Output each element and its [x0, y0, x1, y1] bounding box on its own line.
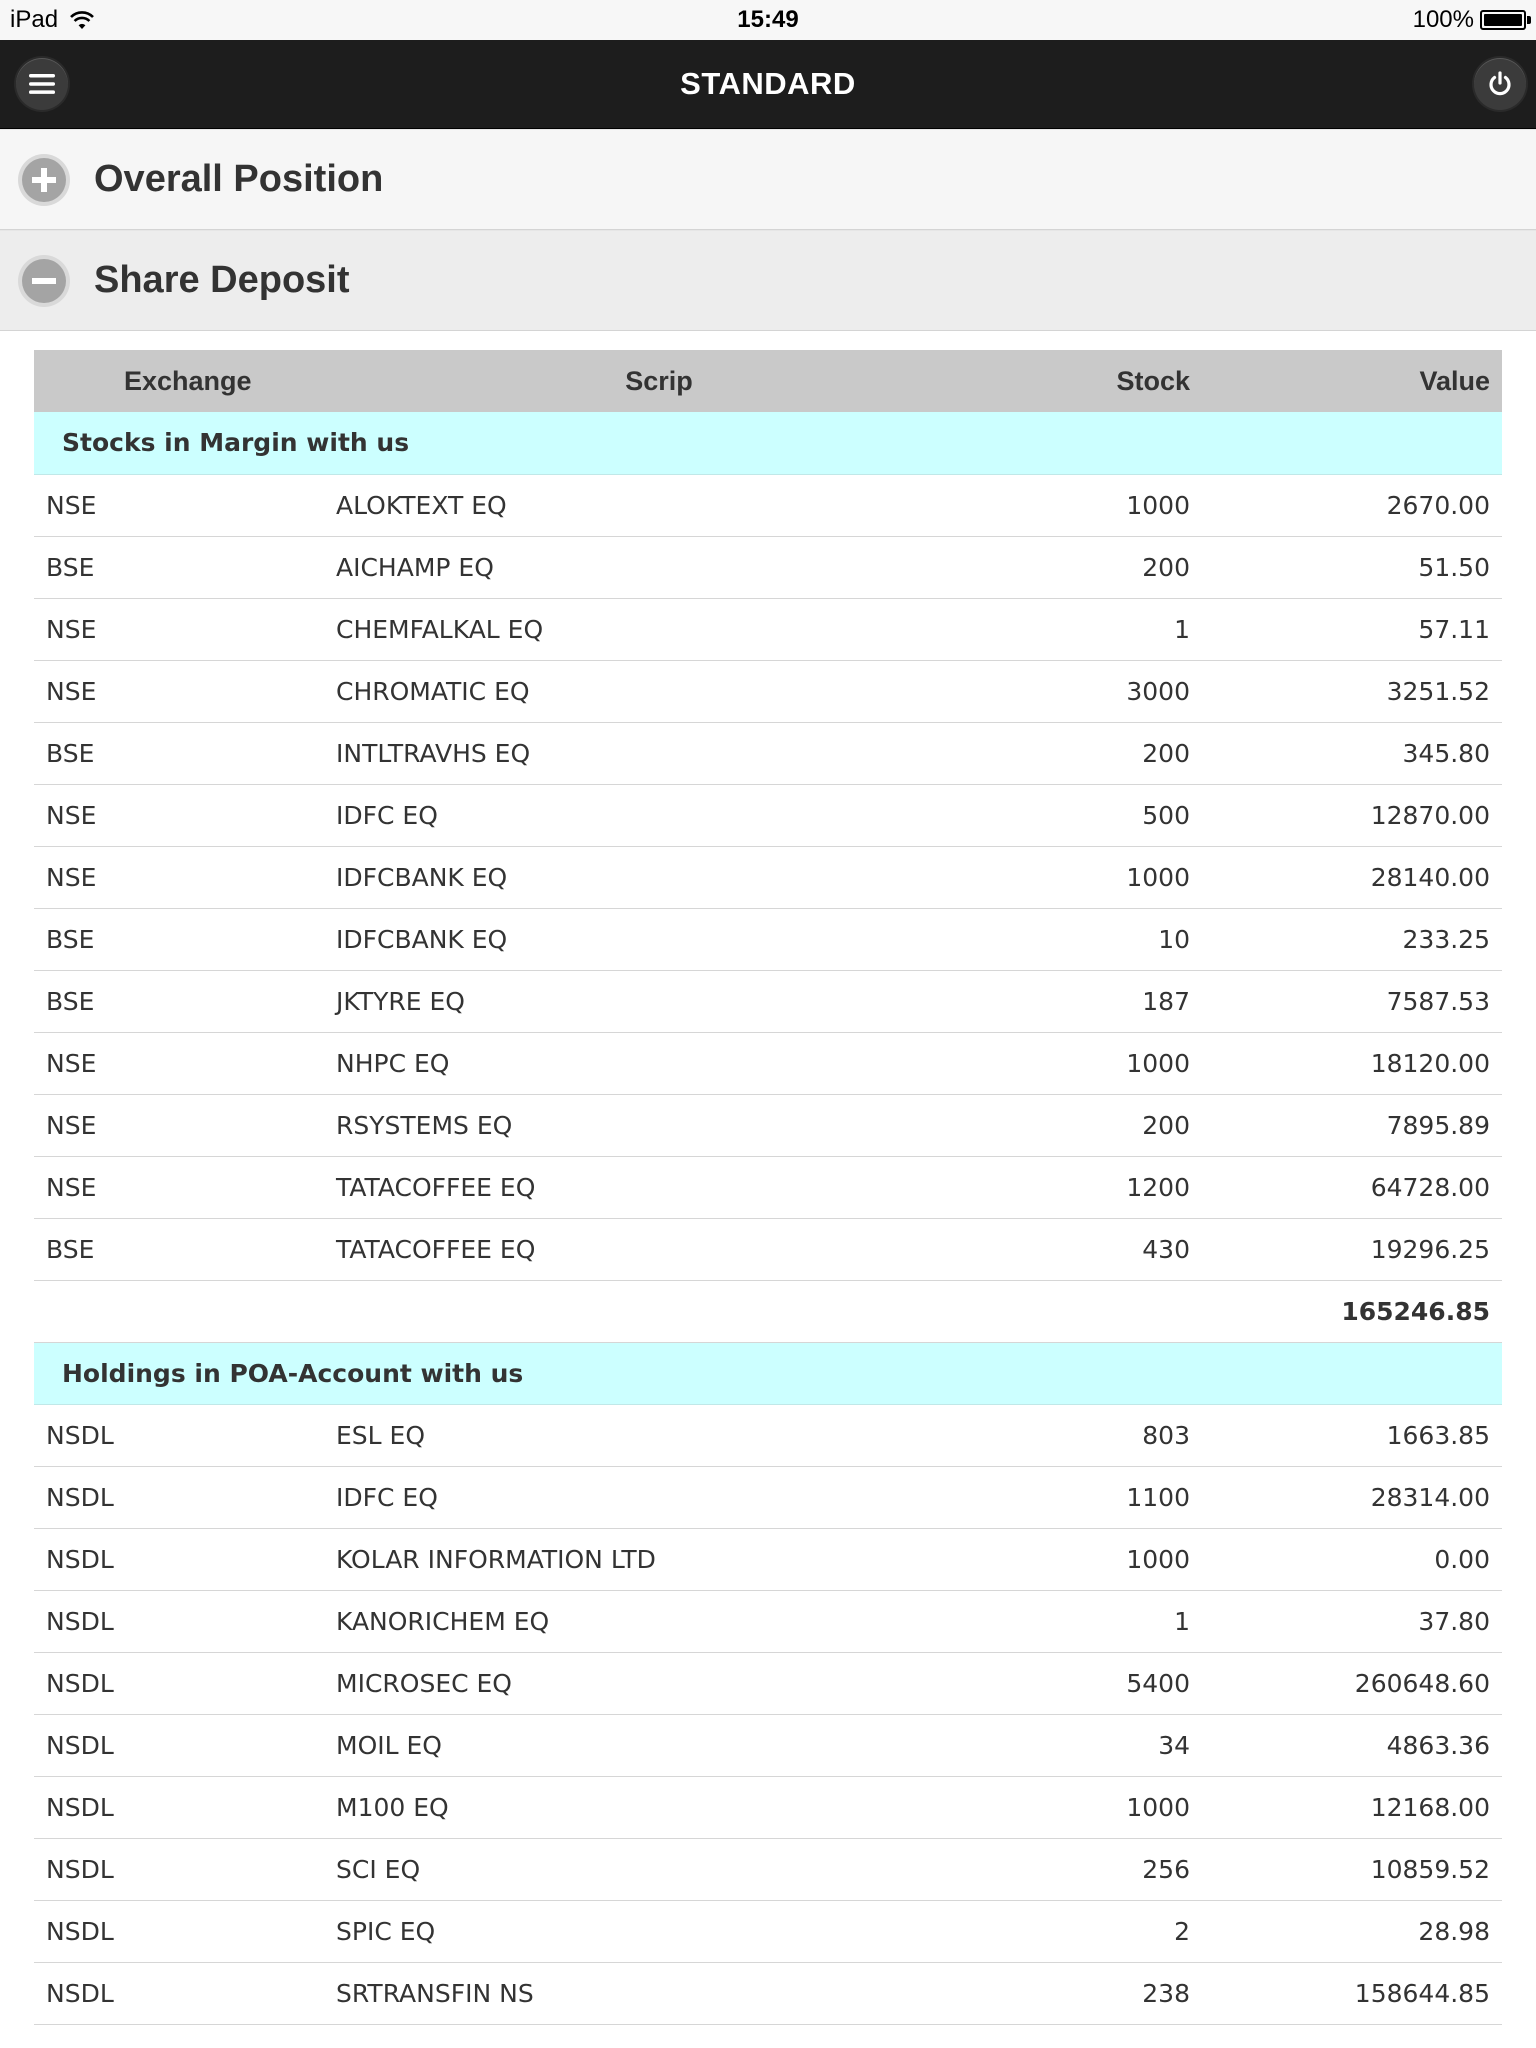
cell-exchange: NSDL — [34, 1714, 334, 1776]
cell-scrip: IDFCBANK EQ — [334, 908, 984, 970]
column-header-value: Value — [1202, 350, 1502, 412]
table-row — [34, 846, 1502, 908]
expand-plus-icon — [22, 158, 66, 202]
cell-value: 28.98 — [1202, 1900, 1502, 1962]
cell-value: 10859.52 — [1202, 1838, 1502, 1900]
table-row — [34, 660, 1502, 722]
cell-exchange: NSDL — [34, 1776, 334, 1838]
cell-exchange: NSE — [34, 1032, 334, 1094]
cell-exchange: NSDL — [34, 1652, 334, 1714]
column-header-stock: Stock — [984, 350, 1202, 412]
cell-scrip: CHROMATIC EQ — [334, 660, 984, 722]
cell-scrip: ESL EQ — [334, 1404, 984, 1466]
cell-exchange: NSDL — [34, 1900, 334, 1962]
cell-stock: 430 — [984, 1218, 1202, 1280]
cell-stock: 1000 — [984, 474, 1202, 536]
device-label: iPad — [10, 6, 59, 33]
share-deposit-title: Share Deposit — [94, 259, 350, 301]
cell-value: 7587.53 — [1202, 970, 1502, 1032]
cell-value: 4863.36 — [1202, 1714, 1502, 1776]
cell-value: 51.50 — [1202, 536, 1502, 598]
group-title: Stocks in Margin with us — [34, 412, 1502, 474]
table-row — [34, 784, 1502, 846]
table-row — [34, 1590, 1502, 1652]
cell-value: 64728.00 — [1202, 1156, 1502, 1218]
cell-scrip: SPIC EQ — [334, 1900, 984, 1962]
cell-value: 1663.85 — [1202, 1404, 1502, 1466]
cell-stock: 5400 — [984, 1652, 1202, 1714]
cell-scrip: SCI EQ — [334, 1838, 984, 1900]
cell-exchange: NSE — [34, 1156, 334, 1218]
cell-stock: 200 — [984, 1094, 1202, 1156]
cell-stock: 187 — [984, 970, 1202, 1032]
table-row — [34, 1776, 1502, 1838]
cell-stock: 1 — [984, 1590, 1202, 1652]
cell-value: 19296.25 — [1202, 1218, 1502, 1280]
logout-button[interactable] — [1474, 58, 1526, 110]
cell-value: 28140.00 — [1202, 846, 1502, 908]
cell-value: 28314.00 — [1202, 1466, 1502, 1528]
cell-value: 57.11 — [1202, 598, 1502, 660]
cell-stock: 34 — [984, 1714, 1202, 1776]
cell-value: 7895.89 — [1202, 1094, 1502, 1156]
group-header-row — [34, 1342, 1502, 1404]
cell-scrip: ALOKTEXT EQ — [334, 474, 984, 536]
cell-stock: 1200 — [984, 1156, 1202, 1218]
cell-value: 0.00 — [1202, 1528, 1502, 1590]
status-right — [1413, 6, 1526, 34]
cell-exchange: NSE — [34, 474, 334, 536]
table-row — [34, 1714, 1502, 1776]
cell-exchange: BSE — [34, 970, 334, 1032]
table-row — [34, 1962, 1502, 2024]
cell-exchange: NSDL — [34, 1466, 334, 1528]
cell-stock: 803 — [984, 1404, 1202, 1466]
cell-exchange: NSDL — [34, 1404, 334, 1466]
column-header-exchange: Exchange — [34, 350, 334, 412]
battery-icon — [1480, 10, 1526, 30]
cell-exchange: NSDL — [34, 1838, 334, 1900]
cell-stock: 1000 — [984, 1776, 1202, 1838]
table-row — [34, 1466, 1502, 1528]
cell-value: 12168.00 — [1202, 1776, 1502, 1838]
cell-stock: 200 — [984, 536, 1202, 598]
cell-stock: 238 — [984, 1962, 1202, 2024]
empty-cell — [334, 1280, 984, 1342]
cell-scrip: MICROSEC EQ — [334, 1652, 984, 1714]
total-value: 165246.85 — [1202, 1280, 1502, 1342]
cell-stock: 10 — [984, 908, 1202, 970]
table-row — [34, 1156, 1502, 1218]
cell-exchange: NSE — [34, 660, 334, 722]
table-row — [34, 598, 1502, 660]
cell-scrip: SRTRANSFIN NS — [334, 1962, 984, 2024]
cell-scrip: M100 EQ — [334, 1776, 984, 1838]
cell-value: 233.25 — [1202, 908, 1502, 970]
status-bar — [0, 0, 1536, 40]
power-icon — [1486, 70, 1514, 98]
cell-exchange: NSDL — [34, 1962, 334, 2024]
cell-exchange: NSDL — [34, 1528, 334, 1590]
cell-scrip: RSYSTEMS EQ — [334, 1094, 984, 1156]
table-row — [34, 908, 1502, 970]
cell-exchange: NSE — [34, 1094, 334, 1156]
table-row — [34, 474, 1502, 536]
cell-value: 18120.00 — [1202, 1032, 1502, 1094]
cell-scrip: CHEMFALKAL EQ — [334, 598, 984, 660]
cell-exchange: NSE — [34, 846, 334, 908]
cell-scrip: IDFC EQ — [334, 1466, 984, 1528]
cell-stock: 2 — [984, 1900, 1202, 1962]
cell-stock: 1 — [984, 598, 1202, 660]
cell-scrip: NHPC EQ — [334, 1032, 984, 1094]
cell-value: 12870.00 — [1202, 784, 1502, 846]
cell-scrip: IDFC EQ — [334, 784, 984, 846]
cell-stock: 1000 — [984, 846, 1202, 908]
page-title: STANDARD — [680, 66, 856, 101]
cell-stock: 1100 — [984, 1466, 1202, 1528]
table-row — [34, 722, 1502, 784]
cell-exchange: BSE — [34, 536, 334, 598]
cell-stock: 3000 — [984, 660, 1202, 722]
cell-value: 158644.85 — [1202, 1962, 1502, 2024]
cell-value: 260648.60 — [1202, 1652, 1502, 1714]
column-header-scrip: Scrip — [334, 350, 984, 412]
holdings-table — [34, 350, 1502, 2025]
cell-scrip: INTLTRAVHS EQ — [334, 722, 984, 784]
table-row — [34, 1838, 1502, 1900]
cell-scrip: AICHAMP EQ — [334, 536, 984, 598]
cell-exchange: NSDL — [34, 1590, 334, 1652]
cell-exchange: BSE — [34, 722, 334, 784]
empty-cell — [984, 1280, 1202, 1342]
cell-scrip: MOIL EQ — [334, 1714, 984, 1776]
cell-scrip: KOLAR INFORMATION LTD — [334, 1528, 984, 1590]
table-row — [34, 1094, 1502, 1156]
cell-scrip: TATACOFFEE EQ — [334, 1218, 984, 1280]
app-header — [0, 40, 1536, 129]
table-body — [34, 412, 1502, 2024]
table-row — [34, 1404, 1502, 1466]
status-time: 15:49 — [737, 6, 799, 33]
cell-exchange: NSE — [34, 598, 334, 660]
empty-cell — [34, 1280, 334, 1342]
cell-exchange: BSE — [34, 908, 334, 970]
group-title: Holdings in POA-Account with us — [34, 1342, 1502, 1404]
cell-stock: 1000 — [984, 1032, 1202, 1094]
cell-value: 3251.52 — [1202, 660, 1502, 722]
table-row — [34, 1528, 1502, 1590]
table-row — [34, 536, 1502, 598]
overall-position-section-header[interactable] — [0, 129, 1536, 230]
cell-scrip: JKTYRE EQ — [334, 970, 984, 1032]
total-row — [34, 1280, 1502, 1342]
table-row — [34, 1900, 1502, 1962]
cell-scrip: IDFCBANK EQ — [334, 846, 984, 908]
battery-percent: 100% — [1412, 6, 1474, 33]
table-row — [34, 970, 1502, 1032]
cell-scrip: TATACOFFEE EQ — [334, 1156, 984, 1218]
cell-value: 345.80 — [1202, 722, 1502, 784]
cell-stock: 200 — [984, 722, 1202, 784]
table-row — [34, 1032, 1502, 1094]
cell-stock: 1000 — [984, 1528, 1202, 1590]
cell-value: 37.80 — [1202, 1590, 1502, 1652]
share-deposit-section-header[interactable] — [0, 230, 1536, 331]
table-row — [34, 1218, 1502, 1280]
cell-scrip: KANORICHEM EQ — [334, 1590, 984, 1652]
collapse-minus-icon — [22, 259, 66, 303]
cell-exchange: NSE — [34, 784, 334, 846]
cell-stock: 256 — [984, 1838, 1202, 1900]
cell-value: 2670.00 — [1202, 474, 1502, 536]
group-header-row — [34, 412, 1502, 474]
table-header-row — [34, 350, 1502, 412]
cell-exchange: BSE — [34, 1218, 334, 1280]
table-row — [34, 1652, 1502, 1714]
cell-stock: 500 — [984, 784, 1202, 846]
overall-position-title: Overall Position — [94, 158, 384, 200]
